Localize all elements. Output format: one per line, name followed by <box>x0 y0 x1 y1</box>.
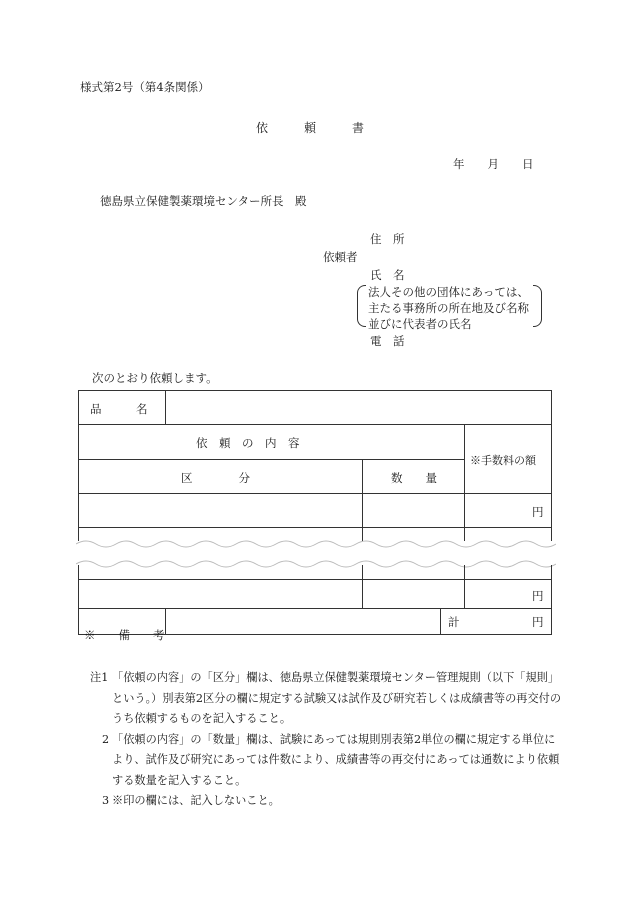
requester-label: 依頼者 <box>323 250 358 264</box>
table-border-left-lower <box>78 565 79 635</box>
note-1-number: 注1 <box>90 671 109 684</box>
rule-total-divider <box>440 608 441 635</box>
rule-item-label-divider <box>165 390 166 425</box>
table-border-top <box>78 390 552 391</box>
note-1 <box>82 668 562 730</box>
notes-section <box>82 668 562 812</box>
note-1-text: 「依頼の内容」の「区分」欄は、徳島県立保健製薬環境センター管理規則（以下「規則」という。）別表第2区分の欄に規定する試験又は試作及び研究若しくは成績書等の再交付のうち依頼するものを記入すること。 <box>112 671 562 725</box>
note-2-number: 2 <box>102 732 110 746</box>
form-number: 様式第2号（第4条関係） <box>80 80 210 94</box>
rule-row-3 <box>78 608 552 609</box>
note-3 <box>82 791 562 812</box>
note-3-text: ※印の欄には、記入しないこと。 <box>112 794 280 807</box>
total-label: 計 <box>448 615 460 629</box>
rule-quantity-divider-lower <box>362 565 363 609</box>
table-break-wave <box>76 538 556 572</box>
rule-after-item <box>78 424 552 425</box>
rule-after-content-header <box>78 459 465 460</box>
rule-fee-divider-lower <box>464 565 465 609</box>
fee-yen-row-last: 円 <box>532 589 544 603</box>
corporate-note-line-3: 並びに代表者の氏名 <box>368 317 472 331</box>
address-label: 住 所 <box>370 232 405 246</box>
request-content-header: 依 頼 の 内 容 <box>196 436 300 450</box>
category-header: 区 分 <box>181 471 250 485</box>
fee-yen-row-1: 円 <box>532 505 544 519</box>
corporate-note-line-1: 法人その他の団体にあっては、 <box>368 285 529 299</box>
corporate-note-bracket-right <box>533 285 542 327</box>
quantity-header: 数 量 <box>391 471 437 485</box>
document-title: 依 頼 書 <box>256 121 365 135</box>
note-3-number: 3 <box>102 794 110 807</box>
fee-header: ※手数料の額 <box>470 454 536 467</box>
rule-after-col-header <box>78 493 552 494</box>
rule-row-2 <box>78 579 552 580</box>
intro-text: 次のとおり依頼します。 <box>92 371 218 385</box>
name-label: 氏 名 <box>370 268 405 282</box>
table-border-right-lower <box>551 565 552 635</box>
addressee: 徳島県立保健製薬環境センター所長 殿 <box>100 194 307 208</box>
total-yen: 円 <box>532 615 544 629</box>
date-line: 年 月 日 <box>453 157 534 171</box>
note-2-text: 「依頼の内容」の「数量」欄は、試験にあっては規則別表第2単位の欄に規定する単位により、試作及び研究にあっては件数により、成績書等の再交付にあっては通数により依頼する数量を記入すること。 <box>112 732 560 787</box>
note-2 <box>82 730 562 792</box>
rule-row-1 <box>78 527 552 528</box>
remarks-label: ※ 備 考 <box>84 628 165 642</box>
phone-label: 電 話 <box>370 334 405 348</box>
item-name-label: 品 名 <box>90 402 148 416</box>
corporate-note-bracket-left <box>357 285 366 327</box>
rule-remarks-divider <box>165 608 166 635</box>
corporate-note-line-2: 主たる事務所の所在地及び名称 <box>368 301 529 315</box>
